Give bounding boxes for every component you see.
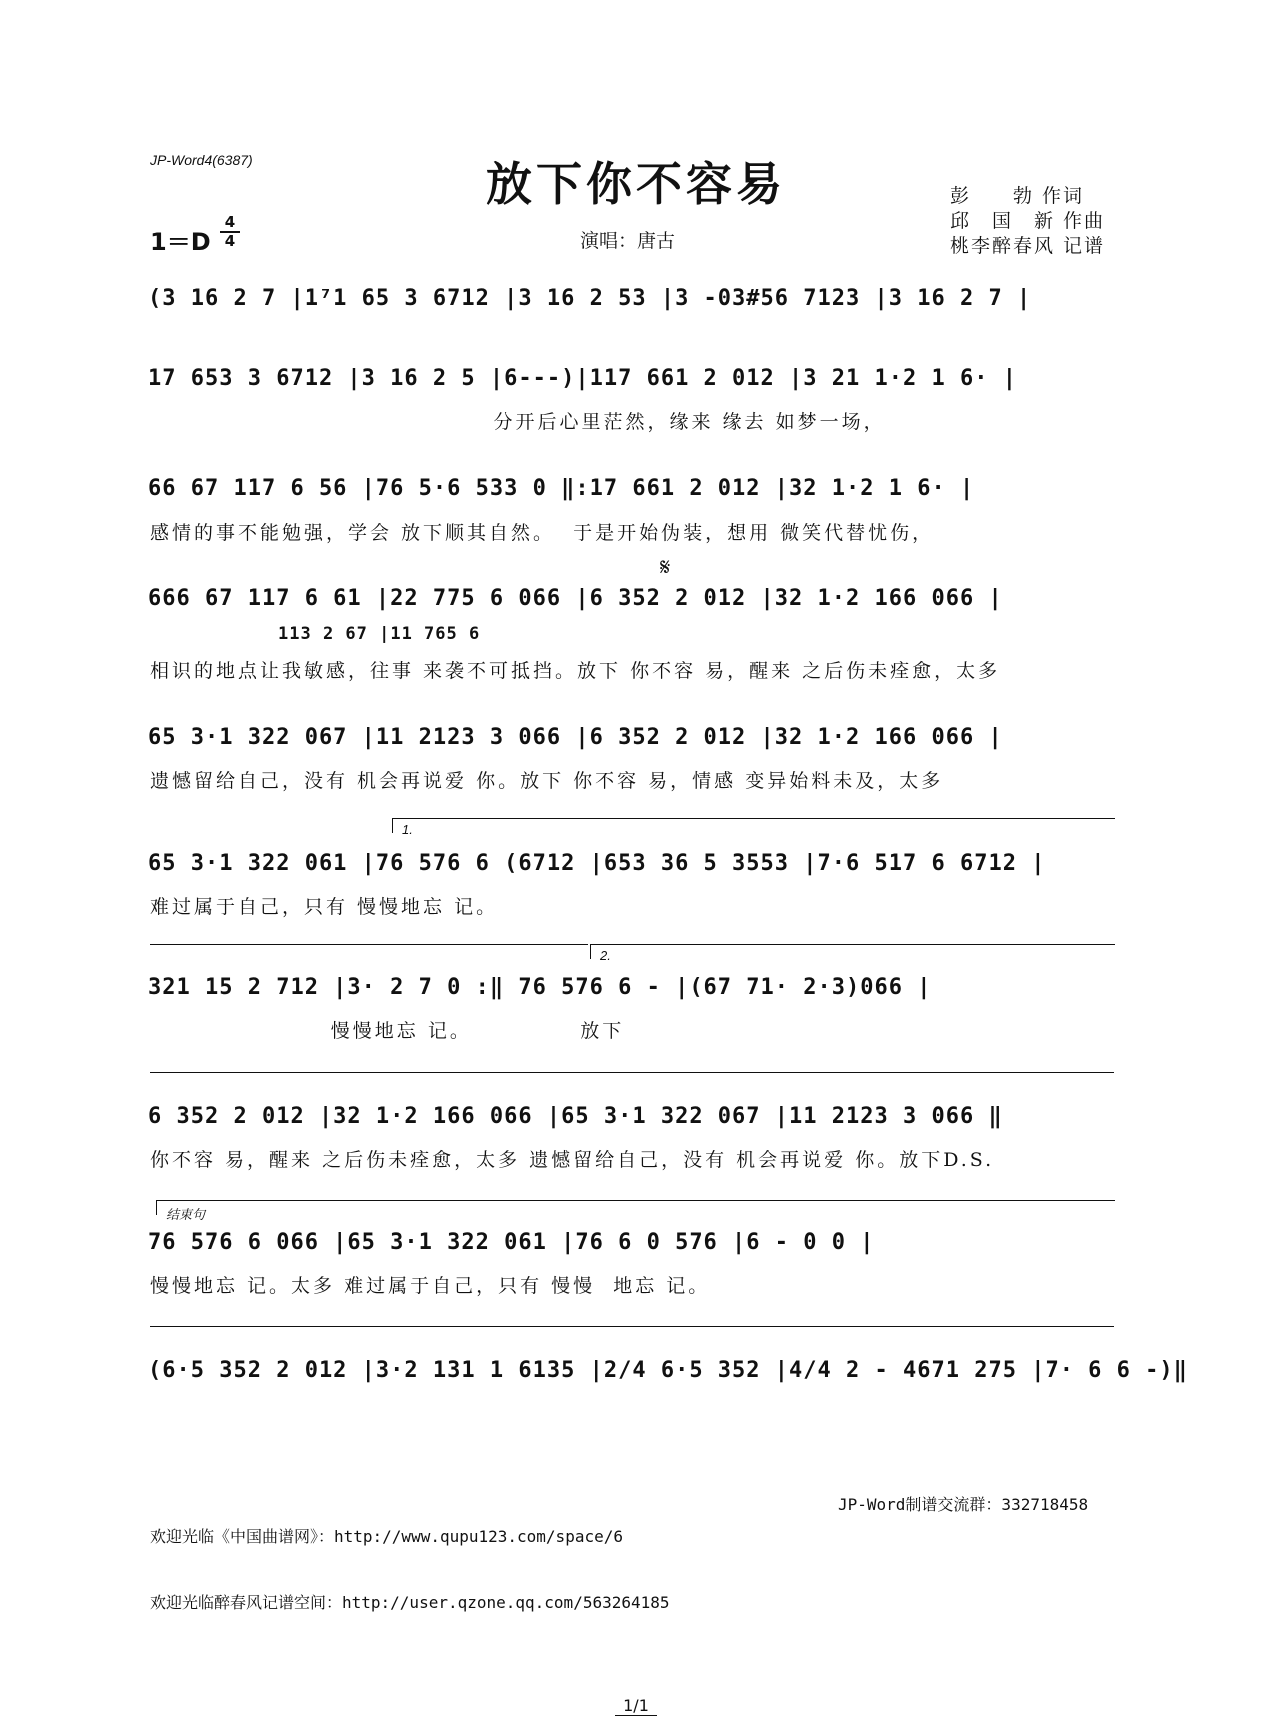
lyric-line-6: 难过属于自己，只有 慢慢地忘 记。 — [150, 896, 499, 918]
lyric-line-5: 遗憾留给自己，没有 机会再说爱 你。放下 你不容 易，情感 变异始料未及，太多 — [150, 770, 944, 792]
song-title: 放下你不容易 — [486, 157, 786, 211]
singer-credit: 演唱：唐古 — [580, 230, 676, 252]
score-line-3: 66 67 117 6 56 |76 5·6 533 0 ‖:17 661 2 012 |32 1·2 1 6· | — [148, 476, 975, 501]
transcriber-credit: 桃李醉春风 记谱 — [950, 235, 1106, 257]
software-label: JP-Word4(6387) — [150, 152, 253, 168]
score-line-10: (6·5 352 2 012 |3·2 131 1 6135 |2/4 6·5 352 |4/4 2 - 4671 275 |7· 6 6 -)‖ — [148, 1358, 1188, 1383]
lyric-line-8: 你不容 易，醒来 之后伤未痊愈，太多 遗憾留给自己，没有 机会再说爱 你。放下D.S. — [150, 1149, 995, 1171]
page-number — [0, 1696, 1272, 1715]
ending-label: 结束句 — [166, 1207, 206, 1222]
score-line-9: 76 576 6 066 |65 3·1 322 061 |76 6 0 576 |6 - 0 0 | — [148, 1230, 875, 1255]
volta-1-label: 1. — [402, 822, 413, 837]
footer-group: JP-Word制谱交流群：332718458 — [838, 1495, 1089, 1514]
lyric-line-2: 分开后心里茫然，缘来 缘去 如梦一场， — [150, 411, 886, 433]
lyric-line-4: 相识的地点让我敏感，往事 来袭不可抵挡。放下 你不容 易，醒来 之后伤未痊愈，太多 — [150, 660, 1001, 682]
footer-link-1: 欢迎光临《中国曲谱网》：http://www.qupu123.com/space/6 — [150, 1527, 623, 1546]
volta-1-bracket — [392, 818, 1115, 833]
score-line-8: 6 352 2 012 |32 1·2 166 066 |65 3·1 322 067 |11 2123 3 066 ‖ — [148, 1104, 1003, 1129]
lyric-line-9: 慢慢地忘 记。太多 难过属于自己，只有 慢慢 地忘 记。 — [150, 1275, 711, 1297]
composer-credit: 邱 国 新 作曲 — [950, 210, 1106, 232]
lyricist-credit: 彭 勃 作词 — [950, 185, 1085, 207]
time-signature — [220, 214, 240, 250]
footer-link-2: 欢迎光临醉春风记谱空间：http://user.qzone.qq.com/563264185 — [150, 1593, 670, 1612]
credits — [950, 184, 1105, 259]
key-signature: 1＝D — [150, 228, 211, 256]
score-line-6: 65 3·1 322 061 |76 576 6 (6712 |653 36 5 3553 |7·6 517 6 6712 | — [148, 851, 1046, 876]
time-signature-bottom: 4 — [220, 231, 240, 250]
lyric-line-3: 感情的事不能勉强，学会 放下顺其自然。 于是开始伪装，想用 微笑代替忧伤， — [150, 522, 935, 544]
volta-2-continuation — [150, 1072, 1114, 1073]
score-line-4: 666 67 117 6 61 |22 775 6 066 |6 352 2 012 |32 1·2 166 066 | — [148, 586, 1003, 611]
volta-2-bracket — [590, 944, 1115, 959]
score-line-2: 17 653 3 6712 |3 16 2 5 |6---)|117 661 2 012 |3 21 1·2 1 6· | — [148, 366, 1017, 391]
volta-2-label: 2. — [600, 948, 611, 963]
score-line-5: 65 3·1 322 067 |11 2123 3 066 |6 352 2 012 |32 1·2 166 066 | — [148, 725, 1003, 750]
page-number-text: 1/1 — [615, 1696, 657, 1716]
score-line-1: (3 16 2 7 |1⁷1 65 3 6712 |3 16 2 53 |3 -03#56 7123 |3 16 2 7 | — [148, 286, 1032, 311]
footer-links — [150, 1482, 670, 1636]
lyric-line-7: 慢慢地忘 记。 放下 — [150, 1020, 625, 1042]
ending-bracket — [156, 1200, 1115, 1215]
segno-sign: 𝄋 — [660, 553, 671, 581]
outro-rule — [150, 1326, 1114, 1327]
volta-1-continuation — [150, 944, 588, 945]
score-line-7: 321 15 2 712 |3· 2 7 0 :‖ 76 576 6 - |(67 71· 2·3)066 | — [148, 975, 932, 1000]
time-signature-top: 4 — [224, 213, 236, 231]
harmony-line-4: 113 2 67 |11 765 6 — [278, 624, 481, 644]
